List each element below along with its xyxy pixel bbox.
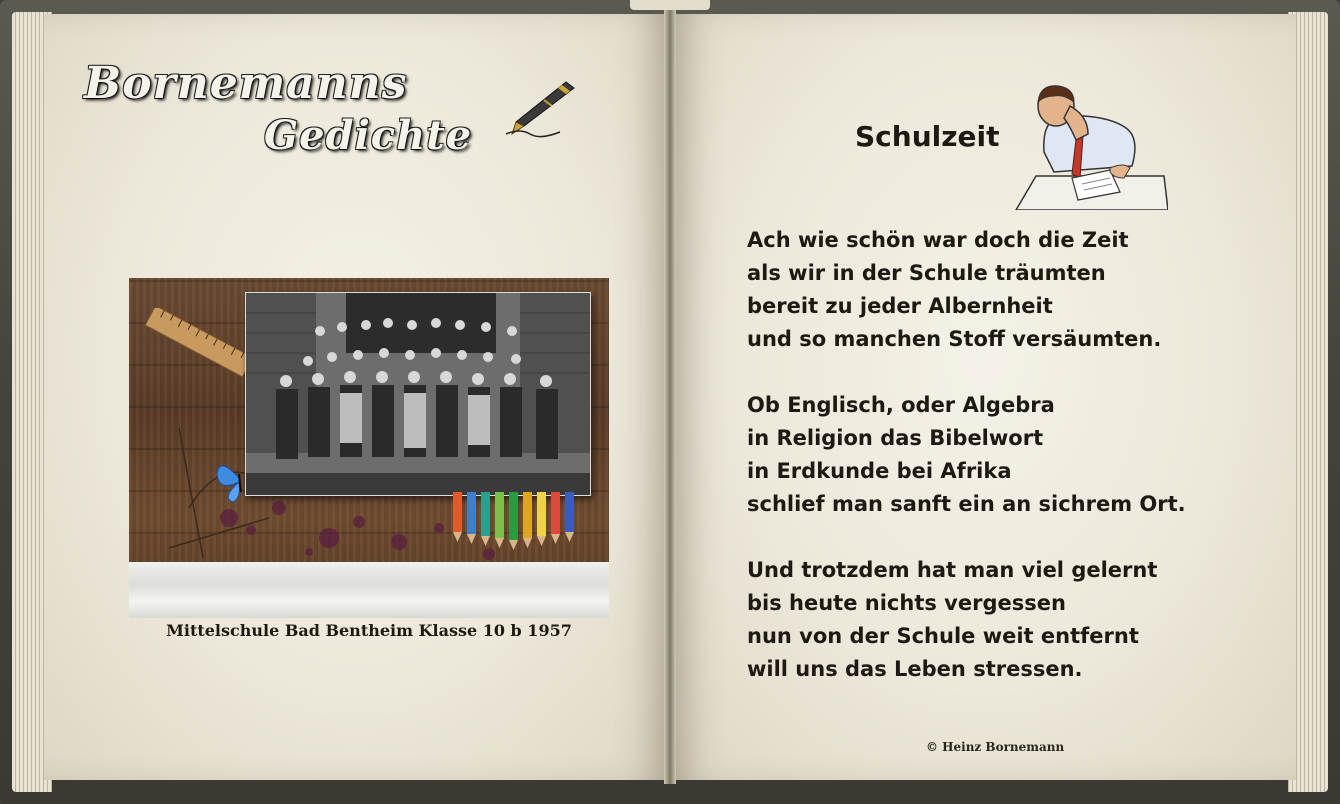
poem-stanza-2: [747, 389, 1186, 521]
poem-line: Und trotzdem hat man viel gelernt: [747, 558, 1158, 582]
poem-line: Ob Englisch, oder Algebra: [747, 393, 1055, 417]
poem-line: schlief man sanft ein an sichrem Ort.: [747, 492, 1186, 516]
poem-line: in Erdkunde bei Afrika: [747, 459, 1012, 483]
class-photo: [245, 292, 591, 496]
poem-line: bis heute nichts vergessen: [747, 591, 1066, 615]
spine-top: [630, 0, 710, 10]
poem-title: Schulzeit: [855, 120, 1000, 153]
site-title-line2: Gedichte: [264, 112, 473, 159]
poem-line: und so manchen Stoff versäumten.: [747, 327, 1162, 351]
poem-line: in Religion das Bibelwort: [747, 426, 1044, 450]
crumpled-paper: [129, 562, 609, 618]
colored-pencils: [449, 492, 589, 554]
photo-caption: Mittelschule Bad Bentheim Klasse 10 b 1957: [166, 621, 572, 640]
poem-line: als wir in der Schule träumten: [747, 261, 1106, 285]
poem-line: nun von der Schule weit entfernt: [747, 624, 1139, 648]
ruler-icon: [143, 308, 253, 378]
poem-line: Ach wie schön war doch die Zeit: [747, 228, 1129, 252]
poem-stanza-3: [747, 554, 1157, 686]
copyright-notice: © Heinz Bornemann: [926, 740, 1065, 754]
site-title-line1: Bornemanns: [84, 58, 408, 109]
poem-line: bereit zu jeder Albernheit: [747, 294, 1053, 318]
poem-stanza-1: [747, 224, 1161, 356]
book-spine: [664, 10, 676, 784]
fountain-pen-icon: [500, 76, 576, 138]
poem-line: will uns das Leben stressen.: [747, 657, 1083, 681]
bored-student-icon: [1014, 82, 1168, 210]
photo-collage: [129, 278, 609, 618]
